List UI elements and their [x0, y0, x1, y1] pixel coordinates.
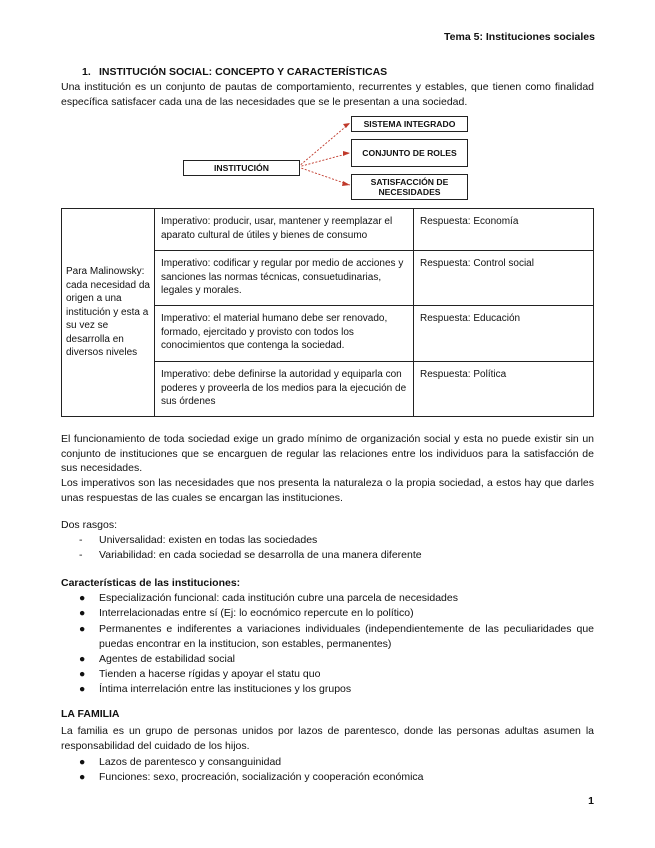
- list-item: [61, 667, 594, 682]
- diagram-node-satisfaccion: SATISFACCIÓN DE NECESIDADES: [351, 174, 468, 200]
- diagram-node-institucion: INSTITUCIÓN: [183, 160, 300, 176]
- diagram-node-sistema-integrado: SISTEMA INTEGRADO: [351, 116, 468, 132]
- imperativo-cell: Imperativo: producir, usar, mantener y reemplazar el aparato cultural de útiles y bienes de consumo: [155, 209, 414, 251]
- list-item: [61, 548, 594, 563]
- connector-line: [298, 153, 350, 167]
- bullet-icon: ●: [79, 653, 86, 666]
- rasgos-section: [61, 518, 594, 564]
- imperativo-cell: Imperativo: el material humano debe ser renovado, formado, ejercitado y provisto con todos los conocimientos que contenga la sociedad.: [155, 306, 414, 362]
- familia-text: La familia es un grupo de personas unidos por lazos de parentesco, donde las personas adultas asumen la responsabilidad del cuidado de los hijos.: [61, 725, 594, 753]
- list-item: [61, 591, 594, 606]
- table-row: [62, 209, 594, 251]
- list-item: [61, 652, 594, 667]
- list-item-text: Funciones: sexo, procreación, socialización y cooperación económica: [99, 770, 424, 783]
- list-item: [61, 682, 594, 697]
- dash-marker: -: [79, 549, 83, 562]
- bullet-icon: ●: [79, 683, 86, 696]
- arrowhead: [343, 123, 350, 128]
- section-title: INSTITUCIÓN SOCIAL: CONCEPTO Y CARACTERÍSTICAS: [99, 66, 388, 78]
- bullet-icon: ●: [79, 668, 86, 681]
- list-item-text: Especialización funcional: cada institución cubre una parcela de necesidades: [99, 592, 458, 605]
- imperativo-cell: Imperativo: debe definirse la autoridad y equiparla con poderes y proveerla de los medios para la ejecución de sus órdenes: [155, 362, 414, 417]
- malinowsky-table: [61, 208, 594, 417]
- intro-paragraph: Una institución es un conjunto de pautas de comportamiento, recurrentes y estables, que tienen como finalidad específica satisfacer cada una de las necesidades que se le presentan a una sociedad.: [61, 81, 594, 108]
- list-item-text: Interrelacionadas entre sí (Ej: lo eocnómico repercute en lo político): [99, 607, 414, 620]
- bullet-icon: ●: [79, 770, 86, 783]
- caracteristicas-section: [61, 576, 594, 698]
- page-number: 1: [588, 795, 594, 807]
- bullet-icon: ●: [79, 755, 86, 768]
- list-item-text: Universalidad: existen en todas las sociedades: [99, 534, 318, 547]
- respuesta-cell: Respuesta: Educación: [414, 306, 594, 362]
- bullet-icon: ●: [79, 622, 86, 635]
- diagram-node-conjunto-roles: CONJUNTO DE ROLES: [351, 139, 468, 167]
- bullet-icon: ●: [79, 592, 86, 605]
- bullet-icon: ●: [79, 607, 86, 620]
- list-item: [61, 606, 594, 621]
- malinowsky-cell: Para Malinowsky: cada necesidad da origen a una institución y esta a su vez se desarrolla en diversos niveles: [62, 209, 155, 417]
- list-item: [61, 622, 594, 652]
- paragraph-imperativos: Los imperativos son las necesidades que nos presenta la naturaleza o la propia sociedad, a estos hay que darles unas respuestas de las cuales se encargan las instituciones.: [61, 477, 594, 504]
- familia-heading: LA FAMILIA: [61, 708, 120, 720]
- respuesta-cell: Respuesta: Control social: [414, 251, 594, 306]
- list-item: [61, 755, 594, 770]
- list-item-text: Variabilidad: en cada sociedad se desarrolla de una manera diferente: [99, 549, 422, 562]
- connector-line: [298, 167, 350, 185]
- page-header: Tema 5: Instituciones sociales: [444, 31, 595, 43]
- arrowhead: [343, 151, 350, 156]
- caracteristicas-heading: Características de las instituciones:: [61, 577, 241, 589]
- dash-marker: -: [79, 534, 83, 547]
- arrowhead: [342, 181, 350, 186]
- list-item-text: Lazos de parentesco y consanguinidad: [99, 755, 282, 768]
- list-item-text: Agentes de estabilidad social: [99, 653, 236, 666]
- list-item-text: Íntima interrelación entre las instituciones y los grupos: [99, 683, 352, 696]
- respuesta-cell: Respuesta: Política: [414, 362, 594, 417]
- familia-section: [61, 707, 594, 785]
- respuesta-cell: Respuesta: Economía: [414, 209, 594, 251]
- rasgos-heading: Dos rasgos:: [61, 519, 118, 531]
- section-number: 1.: [82, 66, 91, 78]
- imperativo-cell: Imperativo: codificar y regular por medio de acciones y sanciones las normas técnicas, consuetudinarias, legales y morales.: [155, 251, 414, 306]
- list-item: [61, 770, 594, 785]
- list-item-text: Permanentes e indiferentes a variaciones individuales (independientemente de las peculiaridades que puedas encontrar en la institucion, son estables, permanentes): [99, 622, 594, 650]
- paragraph-funcionamiento: El funcionamiento de toda sociedad exige un grado mínimo de organización social y esta no puede existir sin un conjunto de instituciones que se encarguen de regular las relaciones entre los individuos para la satisfacción de sus necesidades.: [61, 433, 594, 475]
- list-item-text: Tienden a hacerse rígidas y apoyar el statu quo: [99, 668, 321, 681]
- list-item: [61, 533, 594, 548]
